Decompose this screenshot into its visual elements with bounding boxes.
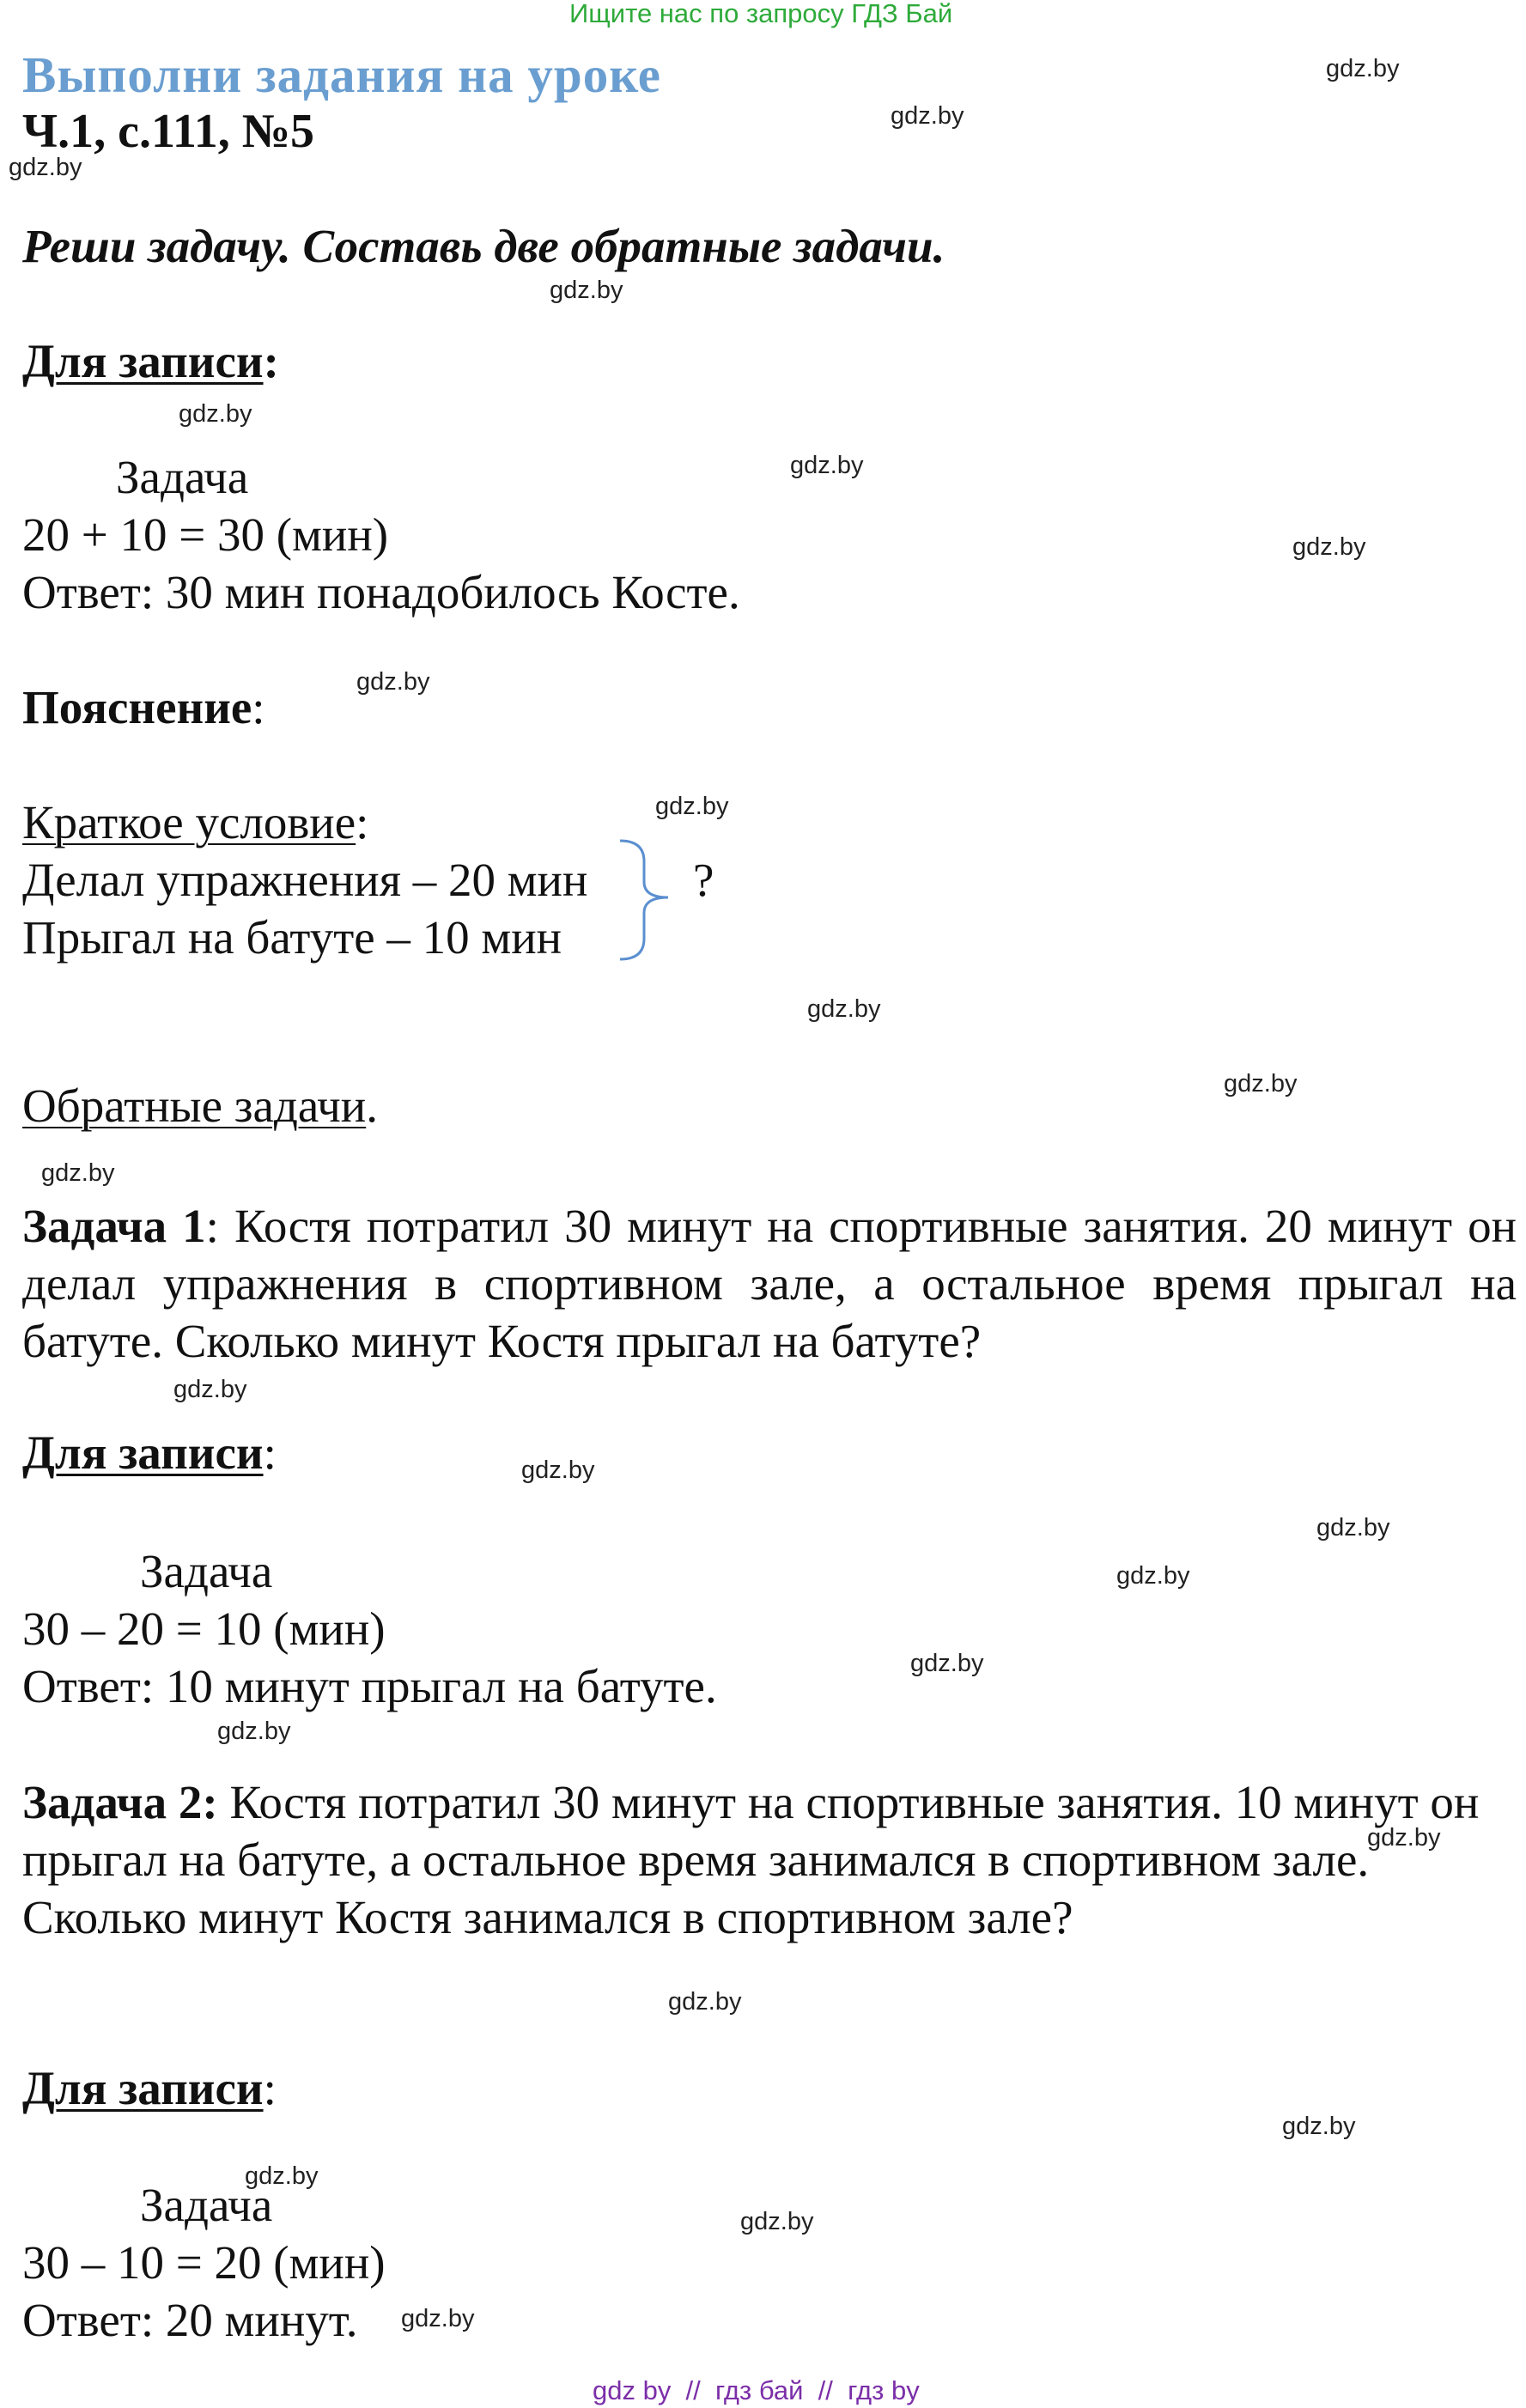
footer-links: gdz by // гдз бай // гдз by bbox=[593, 2375, 920, 2405]
inverse-tasks-heading: Обратные задачи. bbox=[22, 1079, 378, 1132]
task-caption-3: Задача bbox=[140, 2179, 273, 2231]
watermark: gdz.by bbox=[521, 1456, 595, 1484]
watermark: gdz.by bbox=[9, 154, 82, 181]
watermark: gdz.by bbox=[790, 452, 864, 479]
page-heading: Выполни задания на уроке bbox=[22, 46, 661, 103]
record-heading-3: Для записи: bbox=[22, 2062, 277, 2114]
condition-line-exercises: Делал упражнения – 20 мин bbox=[22, 854, 588, 906]
watermark: gdz.by bbox=[1292, 533, 1366, 561]
task1-equation: 30 – 20 = 10 (мин) bbox=[22, 1602, 386, 1655]
watermark: gdz.by bbox=[1316, 1514, 1390, 1541]
main-answer: Ответ: 30 мин понадобилось Косте. bbox=[22, 566, 740, 618]
task2-equation: 30 – 10 = 20 (мин) bbox=[22, 2236, 386, 2289]
watermark: gdz.by bbox=[1282, 2113, 1356, 2140]
short-condition-heading: Краткое условие: bbox=[22, 796, 369, 848]
watermark: gdz.by bbox=[1326, 55, 1400, 82]
record-heading-2: Для записи: bbox=[22, 1426, 277, 1479]
task2-answer: Ответ: 20 минут. bbox=[22, 2294, 358, 2346]
task-caption-1: Задача bbox=[116, 451, 249, 503]
condition-line-trampoline: Прыгал на батуте – 10 мин bbox=[22, 911, 562, 964]
watermark: gdz.by bbox=[1367, 1824, 1441, 1852]
watermark: gdz.by bbox=[245, 2162, 319, 2190]
watermark: gdz.by bbox=[217, 1718, 291, 1745]
curly-brace bbox=[617, 837, 677, 966]
task1-paragraph: Задача 1: Костя потратил 30 минут на спортивные занятия. 20 минут он делал упражнения в спортивном зале, а остальное время прыгал на батуте. Сколько минут Костя прыгал на батуте? bbox=[22, 1200, 1517, 1367]
watermark: gdz.by bbox=[655, 793, 729, 820]
main-equation: 20 + 10 = 30 (мин) bbox=[22, 508, 389, 561]
task1-answer: Ответ: 10 минут прыгал на батуте. bbox=[22, 1660, 717, 1712]
watermark: gdz.by bbox=[1224, 1070, 1298, 1098]
explanation-heading: Пояснение: bbox=[22, 681, 265, 733]
exercise-reference: Ч.1, с.111, №5 bbox=[22, 105, 315, 158]
watermark: gdz.by bbox=[41, 1159, 115, 1187]
watermark: gdz.by bbox=[179, 400, 252, 428]
record-heading-1: Для записи: bbox=[22, 335, 279, 387]
watermark: gdz.by bbox=[740, 2208, 814, 2235]
watermark: gdz.by bbox=[356, 668, 430, 696]
watermark: gdz.by bbox=[173, 1376, 247, 1403]
watermark: gdz.by bbox=[668, 1988, 742, 2016]
task2-paragraph: Задача 2: Костя потратил 30 минут на спортивные занятия. 10 минут он прыгал на батуте, а остальное время занимался в спортивном зале. Сколько минут Костя занимался в спортивном зале? bbox=[22, 1776, 1480, 1943]
watermark: gdz.by bbox=[401, 2305, 475, 2332]
watermark: gdz.by bbox=[807, 995, 881, 1023]
watermark: gdz.by bbox=[550, 277, 623, 304]
task-caption-2: Задача bbox=[140, 1545, 273, 1597]
condition-question-mark: ? bbox=[693, 854, 714, 906]
top-banner: Ищите нас по запросу ГДЗ Бай bbox=[569, 0, 953, 28]
watermark: gdz.by bbox=[891, 102, 964, 130]
watermark: gdz.by bbox=[1116, 1562, 1190, 1590]
watermark: gdz.by bbox=[910, 1650, 984, 1677]
task-instruction: Реши задачу. Составь две обратные задачи. bbox=[22, 220, 945, 272]
